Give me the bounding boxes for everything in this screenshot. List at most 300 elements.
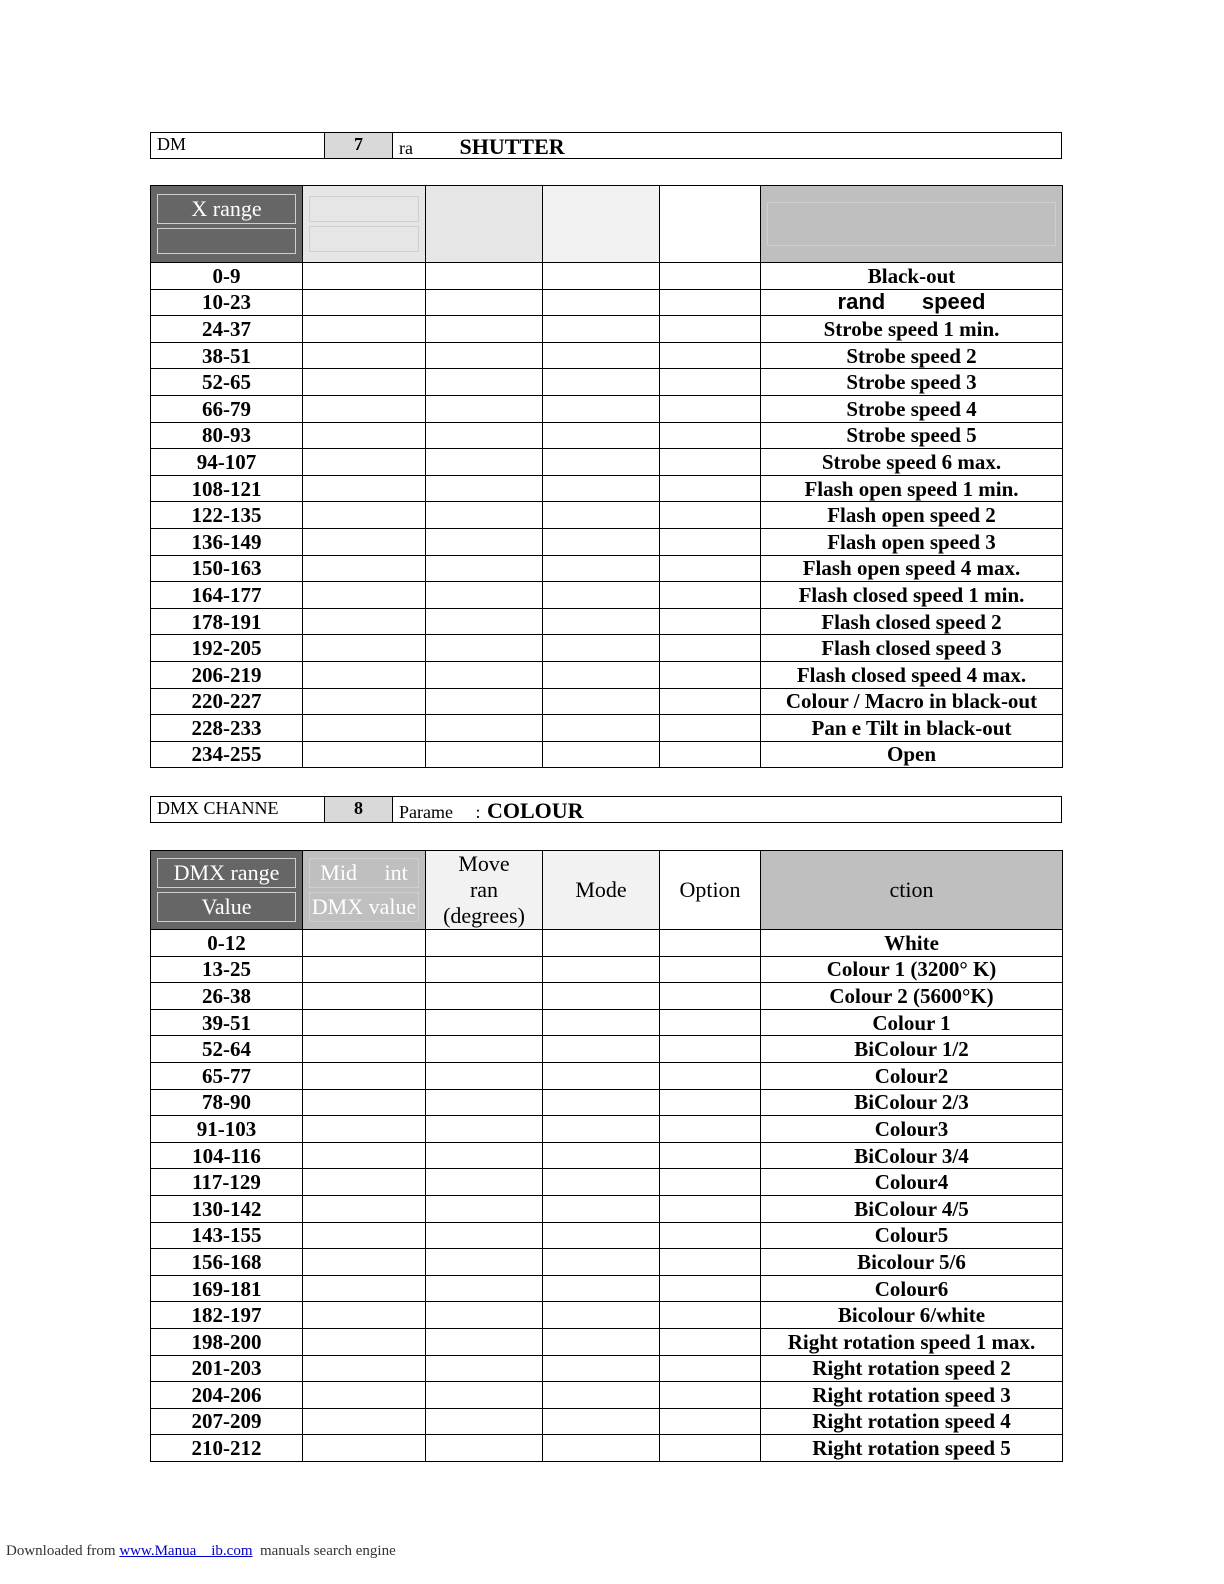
function-cell: Strobe speed 4 <box>761 395 1063 422</box>
header-option: Option <box>660 851 761 930</box>
mid-point-cell <box>303 395 426 422</box>
function-cell: Colour2 <box>761 1062 1063 1089</box>
table-row <box>151 1036 1063 1063</box>
mode-cell <box>543 289 660 316</box>
move-range-cell <box>426 555 543 582</box>
option-cell <box>660 395 761 422</box>
mid-point-cell <box>303 1089 426 1116</box>
option-cell <box>660 608 761 635</box>
function-cell: Flash closed speed 2 <box>761 608 1063 635</box>
option-cell <box>660 1036 761 1063</box>
table-row <box>151 741 1063 768</box>
option-cell <box>660 1435 761 1462</box>
dmx-range-cell: 122-135 <box>151 502 303 529</box>
function-cell: Strobe speed 3 <box>761 369 1063 396</box>
table-row <box>151 369 1063 396</box>
option-cell <box>660 930 761 957</box>
function-cell: Flash open speed 3 <box>761 528 1063 555</box>
move-range-cell <box>426 528 543 555</box>
mode-cell <box>543 956 660 983</box>
mid-point-cell <box>303 608 426 635</box>
option-cell <box>660 1249 761 1276</box>
mode-cell <box>543 983 660 1010</box>
dmx-range-cell: 0-12 <box>151 930 303 957</box>
mid-point-cell <box>303 1408 426 1435</box>
table-row <box>151 1275 1063 1302</box>
mode-cell <box>543 449 660 476</box>
dmx-range-cell: 78-90 <box>151 1089 303 1116</box>
move-range-cell <box>426 715 543 742</box>
mid-point-cell <box>303 930 426 957</box>
option-cell <box>660 635 761 662</box>
option-cell <box>660 1328 761 1355</box>
mid-point-cell <box>303 582 426 609</box>
table-row <box>151 1408 1063 1435</box>
option-cell <box>660 1302 761 1329</box>
mid-point-cell <box>303 449 426 476</box>
move-range-cell <box>426 661 543 688</box>
mode-cell <box>543 635 660 662</box>
option-cell <box>660 475 761 502</box>
option-cell <box>660 316 761 343</box>
table-row <box>151 688 1063 715</box>
dmx-range-cell: 136-149 <box>151 528 303 555</box>
mode-cell <box>543 1435 660 1462</box>
footer <box>6 1543 396 1560</box>
header-mid-point <box>303 851 426 930</box>
function-cell: Colour 1 (3200° K) <box>761 956 1063 983</box>
move-range-cell <box>426 1116 543 1143</box>
function-cell: Colour6 <box>761 1275 1063 1302</box>
dmx-range-cell: 66-79 <box>151 395 303 422</box>
dmx-range-cell: 13-25 <box>151 956 303 983</box>
mid-point-cell <box>303 1302 426 1329</box>
dmx-range-cell: 164-177 <box>151 582 303 609</box>
mode-cell <box>543 316 660 343</box>
mode-cell <box>543 1062 660 1089</box>
mid-point-cell <box>303 528 426 555</box>
option-cell <box>660 555 761 582</box>
function-cell: Right rotation speed 4 <box>761 1408 1063 1435</box>
dmx-range-cell: 39-51 <box>151 1009 303 1036</box>
option-cell <box>660 1116 761 1143</box>
mode-cell <box>543 502 660 529</box>
table-row <box>151 528 1063 555</box>
table-row <box>151 263 1063 290</box>
footer-prefix: Downloaded from <box>6 1543 120 1559</box>
mode-cell <box>543 555 660 582</box>
header-line <box>309 226 419 252</box>
function-cell: BiColour 4/5 <box>761 1195 1063 1222</box>
function-cell: Right rotation speed 5 <box>761 1435 1063 1462</box>
mode-cell <box>543 661 660 688</box>
mode-cell <box>543 528 660 555</box>
function-cell: Colour / Macro in black-out <box>761 688 1063 715</box>
move-range-cell <box>426 930 543 957</box>
header-line <box>309 196 419 222</box>
dmx-range-cell: 150-163 <box>151 555 303 582</box>
option-cell <box>660 342 761 369</box>
table-row <box>151 475 1063 502</box>
table-row <box>151 555 1063 582</box>
option-cell <box>660 369 761 396</box>
function-cell: Flash closed speed 4 max. <box>761 661 1063 688</box>
table-header <box>151 186 1063 263</box>
function-cell: Colour4 <box>761 1169 1063 1196</box>
function-cell: Open <box>761 741 1063 768</box>
mid-point-cell <box>303 289 426 316</box>
table-row <box>151 930 1063 957</box>
move-range-cell <box>426 582 543 609</box>
option-cell <box>660 1195 761 1222</box>
dmx-range-cell: 24-37 <box>151 316 303 343</box>
header-mode: Mode <box>543 851 660 930</box>
option-cell <box>660 1382 761 1409</box>
mid-point-cell <box>303 316 426 343</box>
mode-cell <box>543 1142 660 1169</box>
function-cell: Colour5 <box>761 1222 1063 1249</box>
move-range-cell <box>426 1036 543 1063</box>
table-row <box>151 1142 1063 1169</box>
function-cell: Bicolour 6/white <box>761 1302 1063 1329</box>
dmx-range-cell: 38-51 <box>151 342 303 369</box>
move-range-cell <box>426 608 543 635</box>
table-row <box>151 1009 1063 1036</box>
mid-point-cell <box>303 1222 426 1249</box>
option-cell <box>660 1275 761 1302</box>
move-range-cell <box>426 449 543 476</box>
header-line: DMX value <box>309 892 419 922</box>
move-range-cell <box>426 1408 543 1435</box>
dmx-range-cell: 234-255 <box>151 741 303 768</box>
function-cell: Flash closed speed 1 min. <box>761 582 1063 609</box>
function-cell: Flash open speed 4 max. <box>761 555 1063 582</box>
function-cell: Strobe speed 5 <box>761 422 1063 449</box>
mode-cell <box>543 1302 660 1329</box>
mid-point-cell <box>303 422 426 449</box>
option-cell <box>660 1089 761 1116</box>
dmx-range-cell: 117-129 <box>151 1169 303 1196</box>
table-row <box>151 582 1063 609</box>
dmx-range-cell: 178-191 <box>151 608 303 635</box>
move-range-cell <box>426 635 543 662</box>
header-line: (degrees) <box>443 903 525 928</box>
move-range-cell <box>426 1142 543 1169</box>
header-line: X range <box>157 194 296 224</box>
dmx-range-cell: 52-64 <box>151 1036 303 1063</box>
function-cell: rand speed <box>761 289 1063 316</box>
function-cell: Pan e Tilt in black-out <box>761 715 1063 742</box>
channel-7-bar <box>150 132 1062 159</box>
table-row <box>151 502 1063 529</box>
move-range-cell <box>426 956 543 983</box>
mode-cell <box>543 715 660 742</box>
option-cell <box>660 1009 761 1036</box>
move-range-cell <box>426 1195 543 1222</box>
mode-cell <box>543 1382 660 1409</box>
header-option <box>660 186 761 263</box>
mode-cell <box>543 1009 660 1036</box>
dmx-range-cell: 52-65 <box>151 369 303 396</box>
mid-point-cell <box>303 741 426 768</box>
move-range-cell <box>426 741 543 768</box>
parameter-name: SHUTTER <box>459 134 565 159</box>
header-dmx-range <box>151 186 303 263</box>
dmx-range-cell: 204-206 <box>151 1382 303 1409</box>
function-cell: Flash open speed 2 <box>761 502 1063 529</box>
mid-point-cell <box>303 715 426 742</box>
mid-point-cell <box>303 1009 426 1036</box>
mode-cell <box>543 1195 660 1222</box>
table-row <box>151 1382 1063 1409</box>
table-row <box>151 983 1063 1010</box>
mode-cell <box>543 342 660 369</box>
dmx-range-cell: 80-93 <box>151 422 303 449</box>
mode-cell <box>543 1222 660 1249</box>
function-cell: Right rotation speed 1 max. <box>761 1328 1063 1355</box>
function-cell: Bicolour 5/6 <box>761 1249 1063 1276</box>
option-cell <box>660 528 761 555</box>
function-cell: Colour 1 <box>761 1009 1063 1036</box>
channel-number: 8 <box>325 797 393 822</box>
mid-point-cell <box>303 1169 426 1196</box>
mid-point-cell <box>303 1249 426 1276</box>
option-cell <box>660 1169 761 1196</box>
channel-label: DM <box>151 133 325 158</box>
header-line <box>767 202 1056 246</box>
option-cell <box>660 1408 761 1435</box>
move-range-cell <box>426 1275 543 1302</box>
table-row <box>151 1435 1063 1462</box>
mid-point-cell <box>303 1435 426 1462</box>
dmx-range-cell: 130-142 <box>151 1195 303 1222</box>
mid-point-cell <box>303 502 426 529</box>
mode-cell <box>543 1036 660 1063</box>
mid-point-cell <box>303 1382 426 1409</box>
dmx-range-cell: 143-155 <box>151 1222 303 1249</box>
mode-cell <box>543 1275 660 1302</box>
mid-point-cell <box>303 661 426 688</box>
option-cell <box>660 582 761 609</box>
dmx-range-cell: 198-200 <box>151 1328 303 1355</box>
channel-label: DMX CHANNE <box>151 797 325 822</box>
table-row <box>151 1195 1063 1222</box>
dmx-range-cell: 104-116 <box>151 1142 303 1169</box>
table-row <box>151 1169 1063 1196</box>
mid-point-cell <box>303 1142 426 1169</box>
dmx-range-cell: 0-9 <box>151 263 303 290</box>
mid-point-cell <box>303 342 426 369</box>
mode-cell <box>543 263 660 290</box>
dmx-range-cell: 182-197 <box>151 1302 303 1329</box>
function-cell: Black-out <box>761 263 1063 290</box>
shutter-table <box>150 185 1063 768</box>
header-function <box>761 186 1063 263</box>
move-range-cell <box>426 395 543 422</box>
footer-link[interactable]: www.Manua ib.com <box>119 1543 253 1559</box>
header-move-range <box>426 186 543 263</box>
function-cell: Flash closed speed 3 <box>761 635 1063 662</box>
move-range-cell <box>426 422 543 449</box>
option-cell <box>660 502 761 529</box>
mid-point-cell <box>303 369 426 396</box>
dmx-range-cell: 210-212 <box>151 1435 303 1462</box>
table-row <box>151 342 1063 369</box>
function-cell: BiColour 2/3 <box>761 1089 1063 1116</box>
mid-point-cell <box>303 263 426 290</box>
table-row <box>151 956 1063 983</box>
move-range-cell <box>426 1169 543 1196</box>
dmx-range-cell: 10-23 <box>151 289 303 316</box>
move-range-cell <box>426 983 543 1010</box>
table-row <box>151 1355 1063 1382</box>
mid-point-cell <box>303 475 426 502</box>
move-range-cell <box>426 342 543 369</box>
table-header <box>151 851 1063 930</box>
function-cell: Colour 2 (5600°K) <box>761 983 1063 1010</box>
header-dmx-range <box>151 851 303 930</box>
move-range-cell <box>426 502 543 529</box>
table-row <box>151 1222 1063 1249</box>
option-cell <box>660 449 761 476</box>
header-line: ran <box>469 877 499 902</box>
function-cell: Strobe speed 6 max. <box>761 449 1063 476</box>
mid-point-cell <box>303 1328 426 1355</box>
option-cell <box>660 956 761 983</box>
table-row <box>151 1089 1063 1116</box>
mode-cell <box>543 741 660 768</box>
mode-cell <box>543 930 660 957</box>
move-range-cell <box>426 1089 543 1116</box>
dmx-range-cell: 108-121 <box>151 475 303 502</box>
mid-point-cell <box>303 1195 426 1222</box>
table-row <box>151 1116 1063 1143</box>
dmx-range-cell: 206-219 <box>151 661 303 688</box>
mid-point-cell <box>303 1062 426 1089</box>
option-cell <box>660 661 761 688</box>
dmx-range-cell: 192-205 <box>151 635 303 662</box>
function-cell: BiColour 3/4 <box>761 1142 1063 1169</box>
move-range-cell <box>426 1009 543 1036</box>
option-cell <box>660 263 761 290</box>
move-range-cell <box>426 1355 543 1382</box>
table-row <box>151 1328 1063 1355</box>
dmx-range-cell: 26-38 <box>151 983 303 1010</box>
mode-cell <box>543 1169 660 1196</box>
move-range-cell <box>426 369 543 396</box>
colour-table <box>150 850 1063 1462</box>
header-line: Mid int <box>309 858 419 888</box>
mid-point-cell <box>303 688 426 715</box>
option-cell <box>660 422 761 449</box>
dmx-range-cell: 94-107 <box>151 449 303 476</box>
parameter-label: ra <box>399 138 413 158</box>
mode-cell <box>543 395 660 422</box>
mode-cell <box>543 1249 660 1276</box>
mode-cell <box>543 1355 660 1382</box>
footer-suffix: manuals search engine <box>252 1543 396 1559</box>
dmx-range-cell: 207-209 <box>151 1408 303 1435</box>
mid-point-cell <box>303 1355 426 1382</box>
mode-cell <box>543 369 660 396</box>
table-row <box>151 1302 1063 1329</box>
option-cell <box>660 1222 761 1249</box>
function-cell: Colour3 <box>761 1116 1063 1143</box>
move-range-cell <box>426 1222 543 1249</box>
header-function: ction <box>761 851 1063 930</box>
option-cell <box>660 1355 761 1382</box>
table-row <box>151 635 1063 662</box>
table-row <box>151 1062 1063 1089</box>
header-line <box>157 228 296 254</box>
table-row <box>151 715 1063 742</box>
mid-point-cell <box>303 1275 426 1302</box>
move-range-cell <box>426 1249 543 1276</box>
header-line: DMX range <box>157 858 296 888</box>
mode-cell <box>543 608 660 635</box>
mid-point-cell <box>303 1036 426 1063</box>
table-row <box>151 395 1063 422</box>
dmx-range-cell: 220-227 <box>151 688 303 715</box>
function-cell: Strobe speed 1 min. <box>761 316 1063 343</box>
mid-point-cell <box>303 1116 426 1143</box>
table-row <box>151 289 1063 316</box>
move-range-cell <box>426 263 543 290</box>
move-range-cell <box>426 1435 543 1462</box>
function-cell: BiColour 1/2 <box>761 1036 1063 1063</box>
parameter-cell <box>393 133 1061 158</box>
move-range-cell <box>426 1302 543 1329</box>
dmx-range-cell: 91-103 <box>151 1116 303 1143</box>
function-cell: White <box>761 930 1063 957</box>
mode-cell <box>543 475 660 502</box>
move-range-cell <box>426 1382 543 1409</box>
header-move-range <box>426 851 543 930</box>
table-row <box>151 316 1063 343</box>
channel-8-bar <box>150 796 1062 823</box>
channel-number: 7 <box>325 133 393 158</box>
parameter-label: Parame <box>399 802 453 822</box>
parameter-cell <box>393 797 1061 822</box>
dmx-range-cell: 156-168 <box>151 1249 303 1276</box>
function-cell: Flash open speed 1 min. <box>761 475 1063 502</box>
mid-point-cell <box>303 555 426 582</box>
function-cell: Right rotation speed 3 <box>761 1382 1063 1409</box>
dmx-range-cell: 65-77 <box>151 1062 303 1089</box>
option-cell <box>660 983 761 1010</box>
option-cell <box>660 1062 761 1089</box>
mid-point-cell <box>303 983 426 1010</box>
mode-cell <box>543 1408 660 1435</box>
mode-cell <box>543 1328 660 1355</box>
move-range-cell <box>426 688 543 715</box>
mid-point-cell <box>303 956 426 983</box>
move-range-cell <box>426 475 543 502</box>
header-line: Value <box>157 892 296 922</box>
option-cell <box>660 289 761 316</box>
option-cell <box>660 715 761 742</box>
function-cell: Right rotation speed 2 <box>761 1355 1063 1382</box>
mode-cell <box>543 582 660 609</box>
table-row <box>151 449 1063 476</box>
mode-cell <box>543 688 660 715</box>
parameter-name: COLOUR <box>487 798 584 823</box>
table-row <box>151 1249 1063 1276</box>
move-range-cell <box>426 1328 543 1355</box>
option-cell <box>660 741 761 768</box>
header-mid-point <box>303 186 426 263</box>
mid-point-cell <box>303 635 426 662</box>
